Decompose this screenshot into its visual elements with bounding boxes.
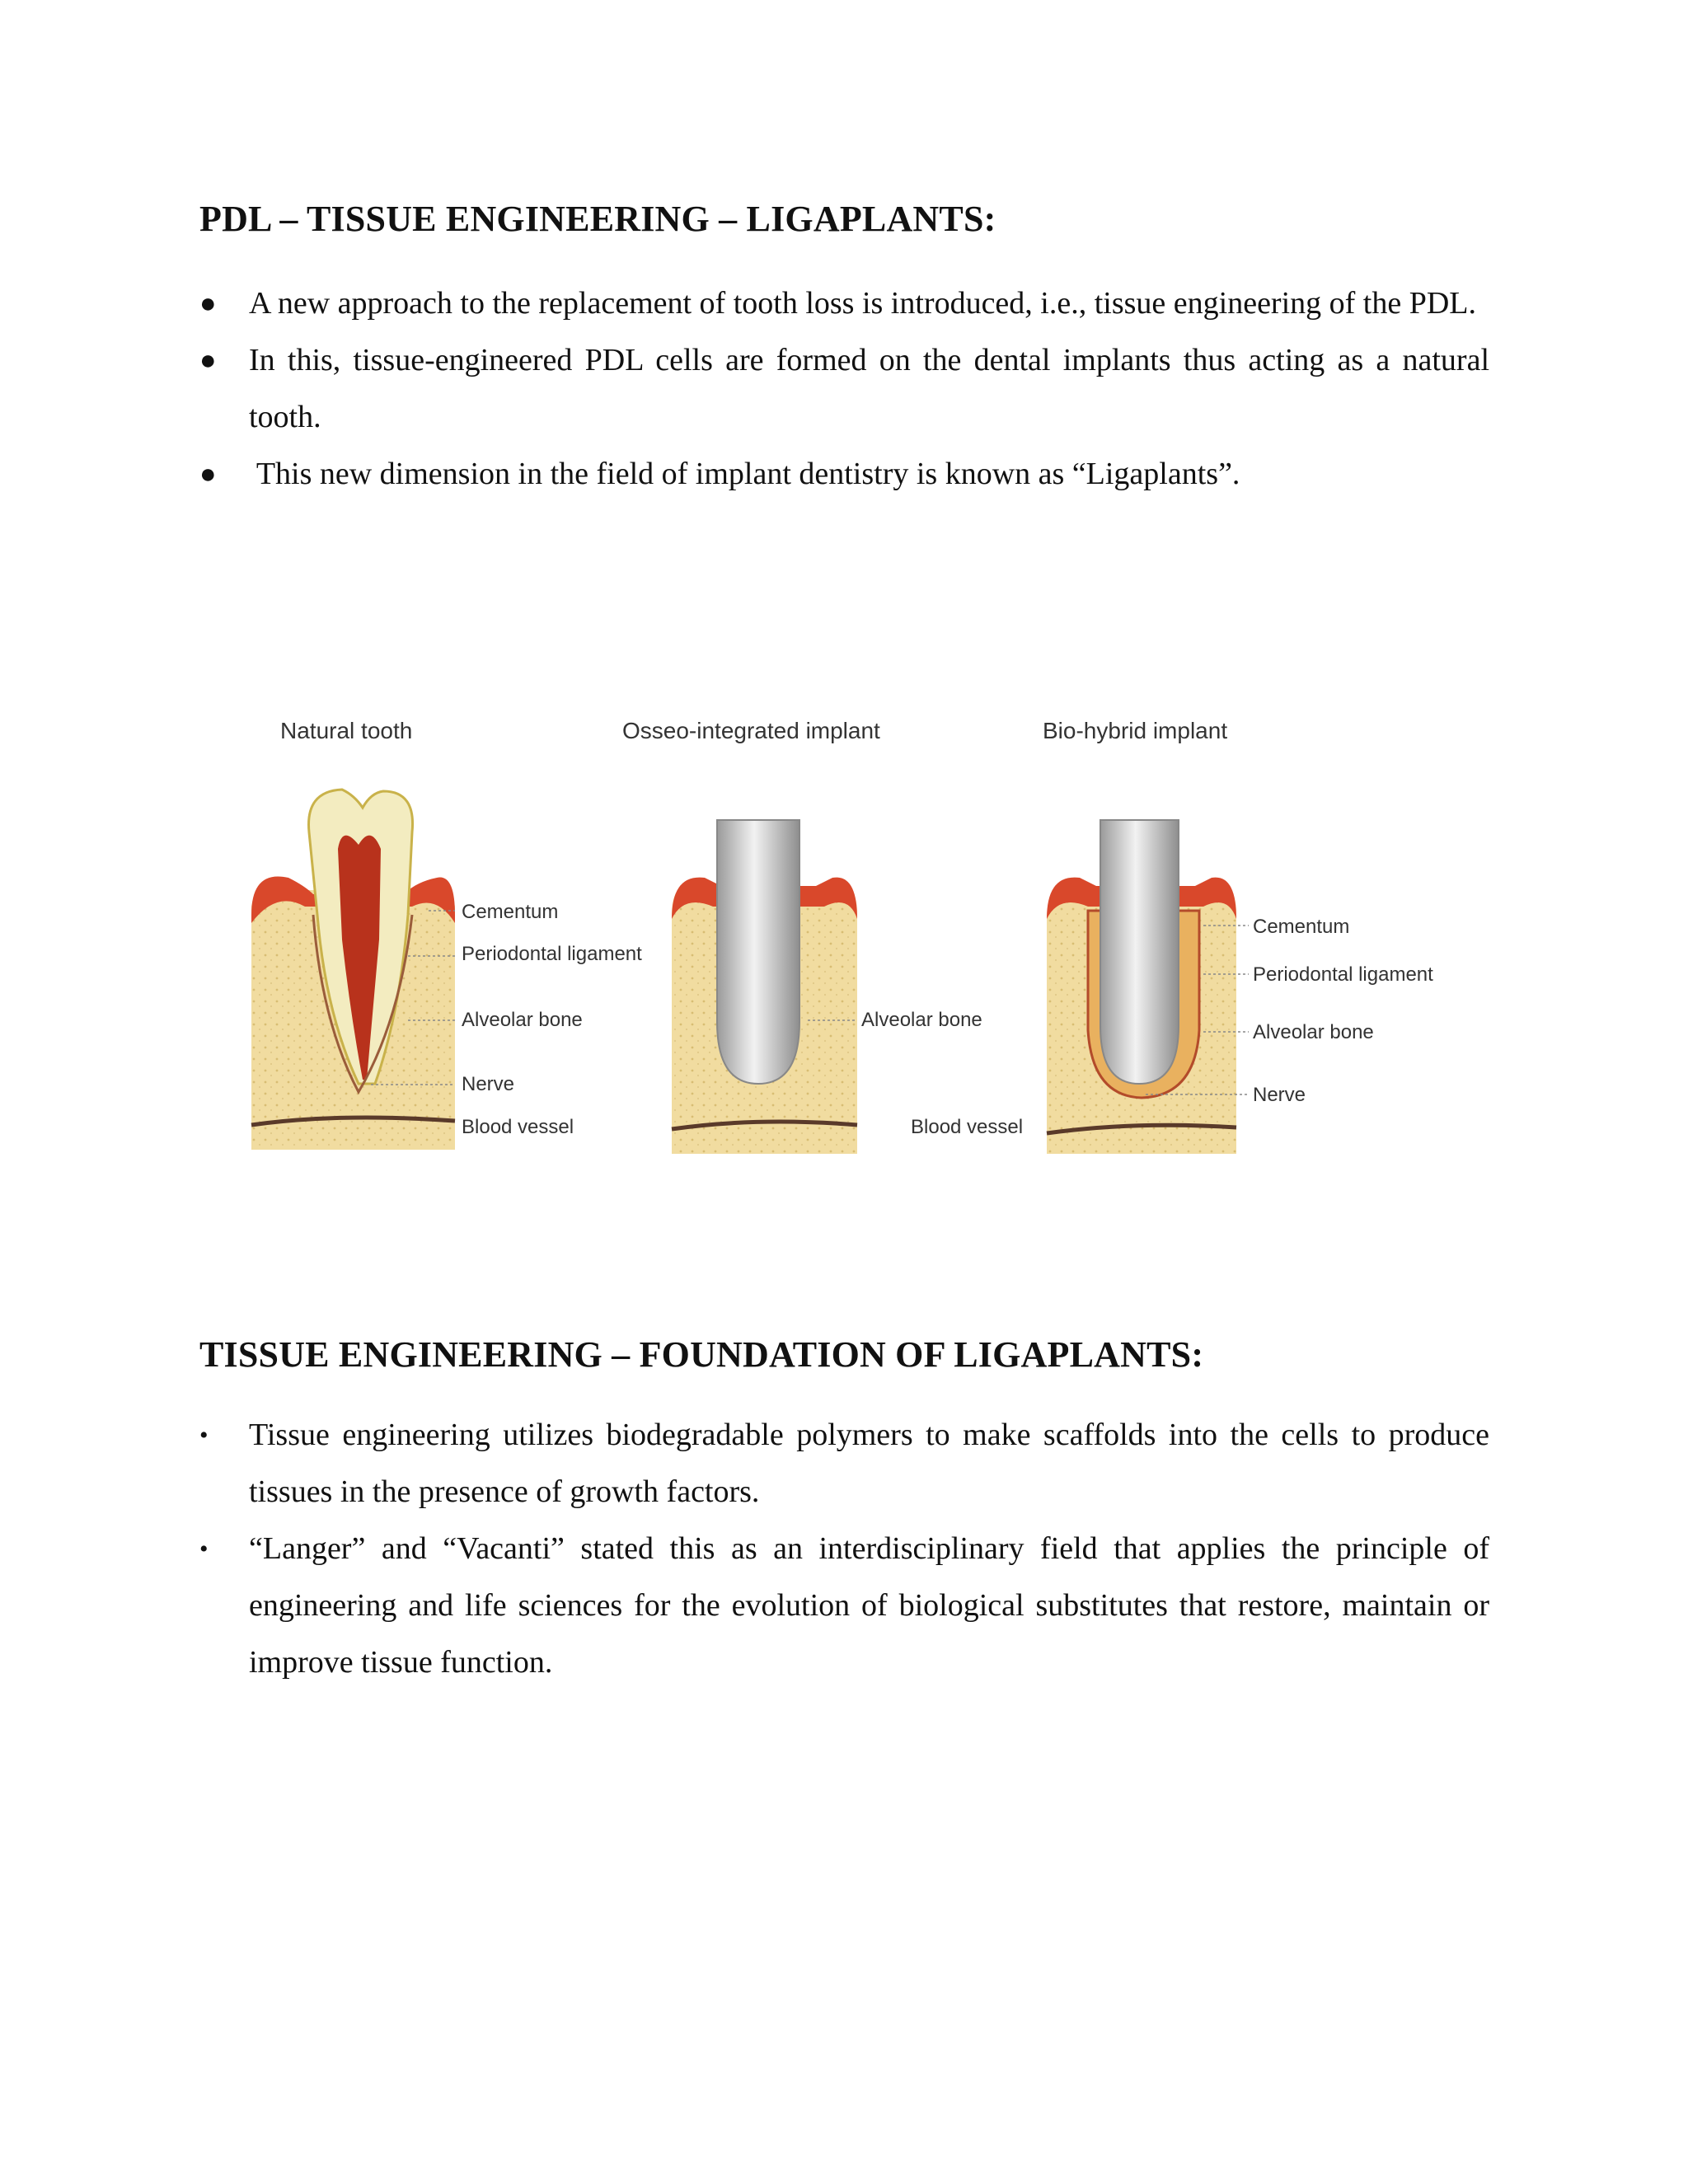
bullet-icon: •: [199, 1422, 209, 1449]
list-item-text: This new dimension in the field of implant dentistry is known as “Ligaplants”.: [249, 457, 1240, 491]
section-heading-ligaplants: PDL – TISSUE ENGINEERING – LIGAPLANTS:: [199, 199, 996, 239]
label-cementum: Cementum: [462, 901, 559, 923]
list-item: [199, 1407, 1489, 1521]
bullet-icon: ●: [199, 459, 217, 490]
panel-natural-tooth: [251, 718, 642, 1150]
bullet-icon: ●: [199, 345, 217, 376]
panel-title: Bio-hybrid implant: [1043, 718, 1228, 743]
panel-title: Osseo-integrated implant: [622, 718, 880, 743]
label-alveolar-bone: Alveolar bone: [1253, 1021, 1374, 1043]
list-item: [199, 332, 1489, 446]
list-item: [199, 275, 1489, 332]
tooth-implant-comparison-figure: [239, 709, 1433, 1170]
label-nerve: Nerve: [1253, 1084, 1306, 1106]
list-item: [199, 1521, 1489, 1691]
label-periodontal-ligament: [462, 943, 642, 965]
list-item-text: A new approach to the replacement of tooth loss is introduced, i.e., tissue engineering of the PDL.: [249, 286, 1477, 321]
bullet-list-foundation: [199, 1407, 1489, 1691]
panel-title: Natural tooth: [280, 718, 413, 743]
label-blood-vessel: Blood vessel: [462, 1116, 574, 1138]
bullet-icon: •: [199, 1535, 209, 1563]
panel-osseointegrated-implant: [622, 718, 1023, 1154]
bullet-list-ligaplants: [199, 275, 1489, 503]
implant-post: [717, 820, 799, 1084]
list-item-text: “Langer” and “Vacanti” stated this as an interdisciplinary field that applies the principle of engineering and life sciences for the evolution of biological substitutes that restore, maintain or improve tissue function.: [249, 1531, 1489, 1680]
list-item: [199, 446, 1489, 503]
label-periodontal-ligament: Periodontal ligament: [1253, 963, 1433, 986]
label-nerve: Nerve: [462, 1073, 515, 1095]
bullet-icon: ●: [199, 288, 217, 319]
label-line: Periodontal ligament: [462, 943, 642, 965]
label-blood-vessel: Blood vessel: [911, 1116, 1024, 1138]
list-item-text: In this, tissue-engineered PDL cells are formed on the dental implants thus acting as a natural tooth.: [249, 343, 1489, 434]
label-cementum: Cementum: [1253, 916, 1350, 938]
list-item-text: Tissue engineering utilizes biodegradable polymers to make scaffolds into the cells to produce tissues in the presence of growth factors.: [249, 1418, 1489, 1509]
panel-bio-hybrid-implant: [1043, 718, 1433, 1154]
section-heading-foundation: TISSUE ENGINEERING – FOUNDATION OF LIGAPLANTS:: [199, 1334, 1204, 1375]
label-alveolar-bone: Alveolar bone: [861, 1009, 982, 1031]
implant-post: [1100, 820, 1179, 1084]
label-alveolar-bone: Alveolar bone: [462, 1009, 583, 1031]
